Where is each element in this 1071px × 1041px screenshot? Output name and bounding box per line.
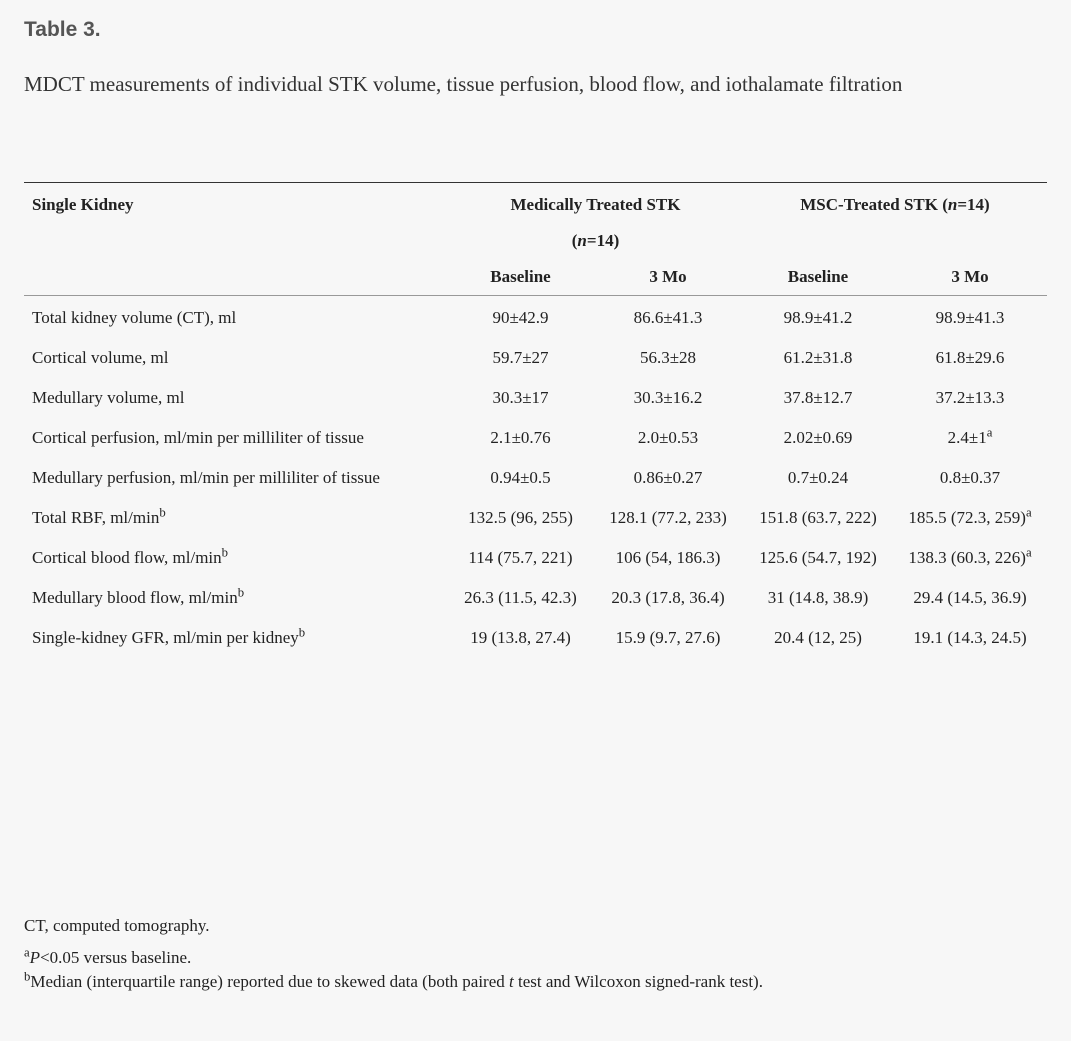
- cell: 30.3±16.2: [633, 388, 703, 407]
- table-body: [24, 296, 1047, 657]
- cell: 20.3 (17.8, 36.4): [611, 588, 725, 607]
- cell: 31 (14.8, 38.9): [767, 588, 869, 607]
- cell: 106 (54, 186.3): [615, 548, 721, 567]
- row-label: [24, 616, 448, 656]
- cell: 20.4 (12, 25): [774, 628, 862, 647]
- table-row: [24, 496, 1047, 536]
- table-row: [24, 456, 1047, 496]
- cell: 114 (75.7, 221): [468, 548, 573, 567]
- footnote-mark: b: [237, 585, 245, 600]
- row-label-text: Cortical blood flow, ml/min: [32, 548, 222, 567]
- row-label: [24, 536, 448, 576]
- cell: 86.6±41.3: [633, 308, 703, 327]
- footnote-mark: b: [221, 545, 229, 560]
- row-label: [24, 576, 448, 616]
- group1-n-prefix: (: [571, 231, 578, 250]
- row-label-text: Cortical volume, ml: [32, 348, 169, 367]
- cell: 0.86±0.27: [633, 468, 703, 487]
- cell: 19 (13.8, 27.4): [470, 628, 571, 647]
- row-label-text: Single-kidney GFR, ml/min per kidney: [32, 628, 299, 647]
- footnote-mark: a: [1025, 505, 1032, 520]
- row-label-text: Medullary blood flow, ml/min: [32, 588, 238, 607]
- cell: 29.4 (14.5, 36.9): [913, 588, 1027, 607]
- cell: 61.8±29.6: [935, 348, 1005, 367]
- row-label: [24, 336, 448, 376]
- footnote-a-text: <0.05 versus baseline.: [40, 948, 192, 967]
- cell: 37.2±13.3: [935, 388, 1005, 407]
- footnote-b-text-2: test and Wilcoxon signed-rank test).: [513, 972, 763, 991]
- header-row-groups: [24, 183, 1047, 260]
- cell: 37.8±12.7: [783, 388, 853, 407]
- cell: 59.7±27: [492, 348, 549, 367]
- cell: [893, 536, 1047, 576]
- row-label-text: Medullary volume, ml: [32, 388, 185, 407]
- table-row: [24, 416, 1047, 456]
- header-group-msc: [743, 183, 1047, 260]
- cell-value: 138.3 (60.3, 226): [908, 548, 1026, 567]
- cell: 26.3 (11.5, 42.3): [464, 588, 577, 607]
- footnote-mark: a: [986, 425, 993, 440]
- header-blank: [24, 259, 448, 296]
- footnote-b-text-1: Median (interquartile range) reported due to skewed data (both paired: [30, 972, 510, 991]
- group2-n-var: n: [947, 195, 958, 214]
- cell: 132.5 (96, 255): [468, 508, 573, 527]
- table-row: [24, 296, 1047, 337]
- table-row: [24, 616, 1047, 656]
- table-row: [24, 376, 1047, 416]
- cell-value: 185.5 (72.3, 259): [908, 508, 1026, 527]
- header-row-sub: [24, 259, 1047, 296]
- footnote-a: [24, 947, 1054, 969]
- footnote-b-mark: b: [24, 969, 31, 984]
- cell: [893, 416, 1047, 456]
- row-label-text: Cortical perfusion, ml/min per milliliter of tissue: [32, 428, 364, 447]
- table-label: Table 3.: [24, 18, 101, 41]
- cell: [893, 496, 1047, 536]
- footnote-ct: CT, computed tomography.: [24, 916, 210, 935]
- row-label: [24, 416, 448, 456]
- cell: 19.1 (14.3, 24.5): [913, 628, 1027, 647]
- header-group-medical: [448, 183, 743, 260]
- cell: 98.9±41.3: [935, 308, 1005, 327]
- cell: 2.0±0.53: [637, 428, 699, 447]
- group1-n-rest: =14): [586, 231, 620, 250]
- cell: 0.8±0.37: [939, 468, 1001, 487]
- cell: 98.9±41.2: [783, 308, 853, 327]
- footnote-mark: b: [159, 505, 166, 520]
- cell: 125.6 (54.7, 192): [759, 548, 877, 567]
- table-caption: MDCT measurements of individual STK volume, tissue perfusion, blood flow, and iothalamate filtration: [24, 72, 903, 96]
- cell: 61.2±31.8: [783, 348, 853, 367]
- header-sub-baseline-1: Baseline: [448, 259, 593, 296]
- footnote-mark: b: [298, 625, 306, 640]
- cell: 0.94±0.5: [490, 468, 551, 487]
- row-label-text: Total kidney volume (CT), ml: [32, 308, 237, 327]
- cell: 151.8 (63.7, 222): [759, 508, 877, 527]
- cell: 0.7±0.24: [787, 468, 849, 487]
- row-label: [24, 496, 448, 536]
- footnotes: [24, 915, 1054, 1003]
- row-label-text: Medullary perfusion, ml/min per milliliter of tissue: [32, 468, 380, 487]
- row-label-text: Total RBF, ml/min: [32, 508, 160, 527]
- group1-label: Medically Treated STK: [510, 195, 681, 214]
- group2-n-rest: =14): [957, 195, 990, 214]
- cell: 2.02±0.69: [783, 428, 853, 447]
- cell: 30.3±17: [492, 388, 549, 407]
- data-table: [24, 182, 1047, 656]
- footnote-mark: a: [1025, 545, 1032, 560]
- table-row: [24, 536, 1047, 576]
- row-label: [24, 456, 448, 496]
- row-label: [24, 376, 448, 416]
- header-sub-baseline-2: Baseline: [743, 259, 893, 296]
- header-sub-3mo-1: 3 Mo: [593, 259, 743, 296]
- header-sub-3mo-2: 3 Mo: [893, 259, 1047, 296]
- footnote-b: [24, 971, 1054, 993]
- table-row: [24, 576, 1047, 616]
- row-label: [24, 296, 448, 337]
- header-row-label: Single Kidney: [24, 183, 448, 260]
- cell: 2.1±0.76: [490, 428, 551, 447]
- table-row: [24, 336, 1047, 376]
- footnote-a-var: P: [29, 948, 41, 967]
- cell: 56.3±28: [639, 348, 697, 367]
- cell: 15.9 (9.7, 27.6): [615, 628, 721, 647]
- footnote-a-mark: a: [24, 945, 30, 960]
- cell: 128.1 (77.2, 233): [609, 508, 727, 527]
- group2-label: MSC-Treated STK (: [800, 195, 948, 214]
- footnote-b-var: t: [509, 972, 514, 991]
- cell: 90±42.9: [492, 308, 549, 327]
- group1-n-var: n: [577, 231, 587, 250]
- cell-value: 2.4±1: [947, 428, 987, 447]
